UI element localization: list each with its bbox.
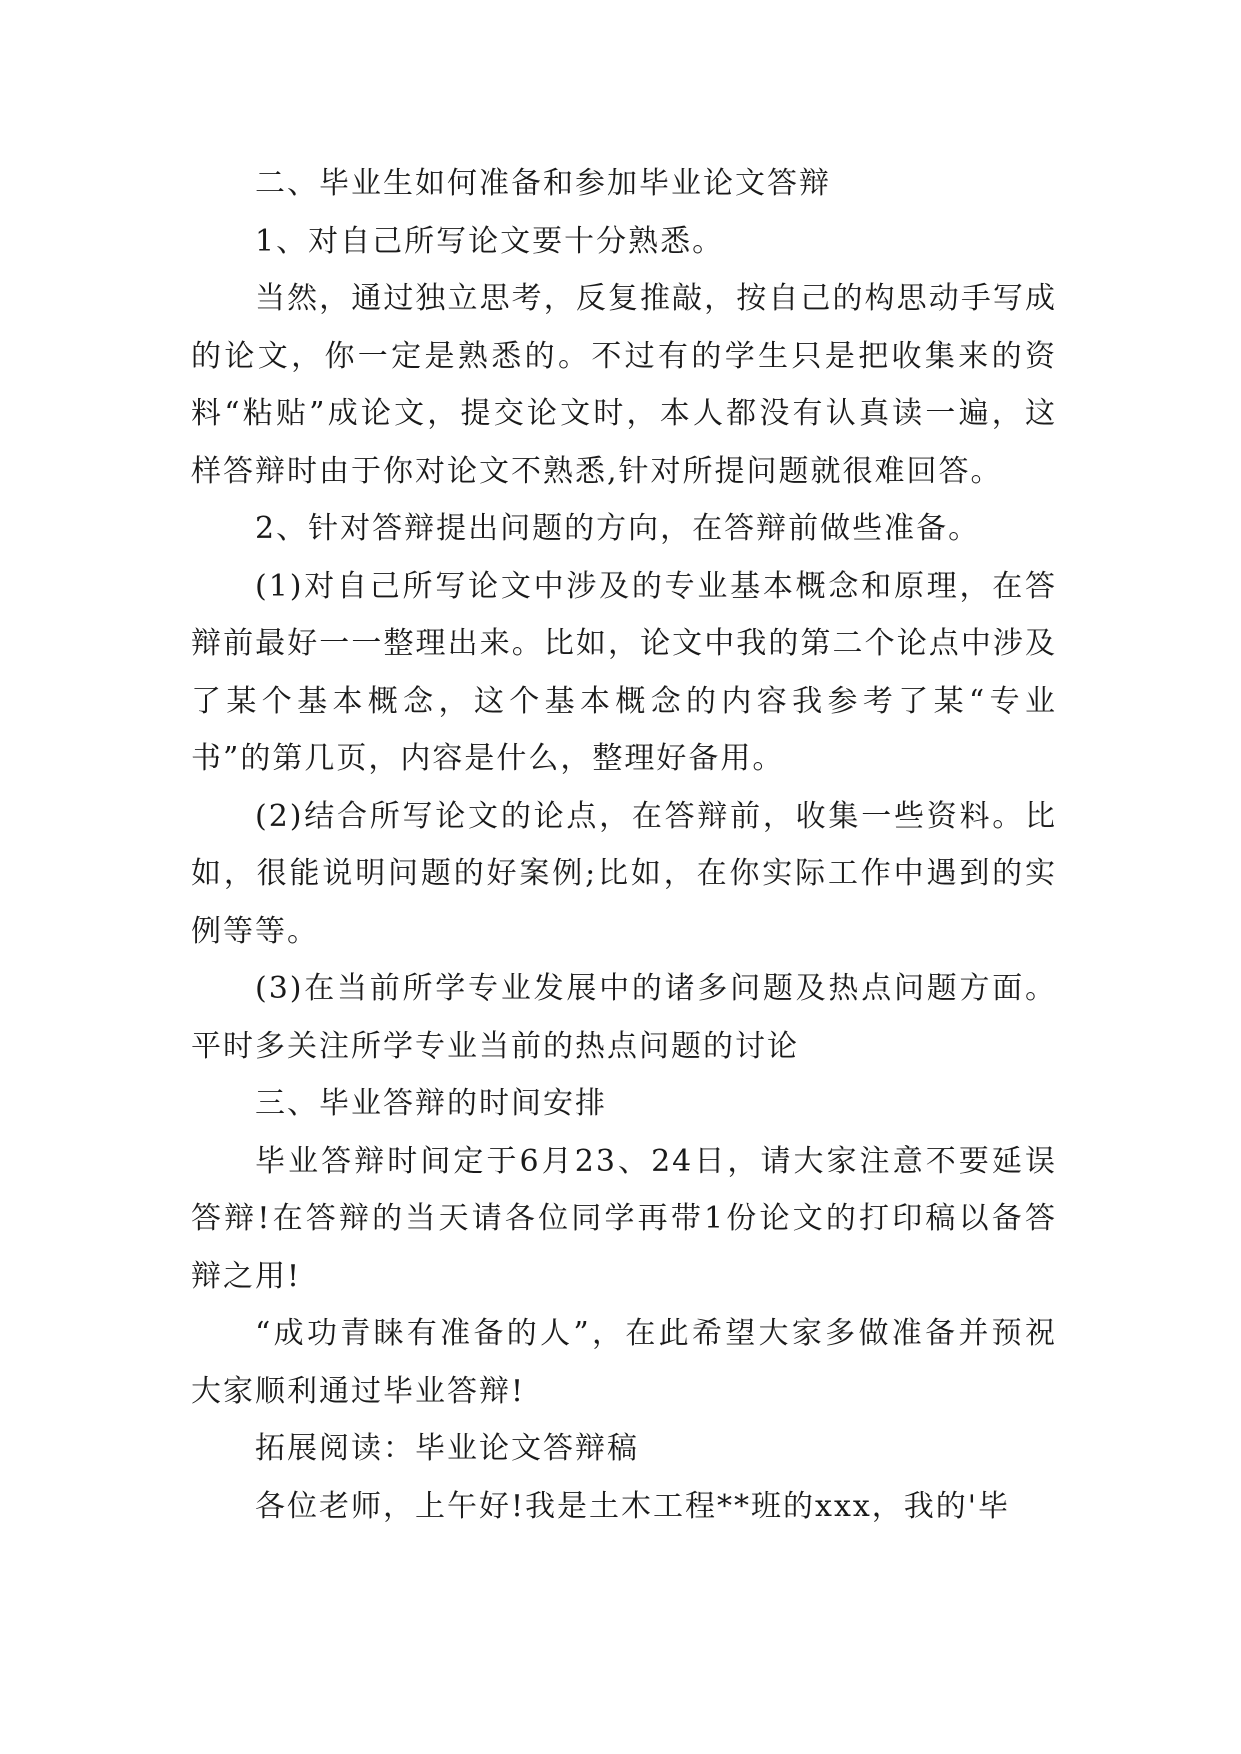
section-heading-preparation: 二、毕业生如何准备和参加毕业论文答辩 (255, 166, 831, 201)
paragraph-wishes: “成功青睐有准备的人”，在此希望大家多做准备并预祝大家顺利通过毕业答辩! (191, 1316, 1057, 1409)
point-1-heading: 1、对自己所写论文要十分熟悉。 (255, 223, 725, 259)
paragraph-speech-start: 各位老师，上午好!我是土木工程**班的xxx，我的'毕 (255, 1488, 1011, 1524)
sub-point-3: (3)在当前所学专业发展中的诸多问题及热点问题方面。平时多关注所学专业当前的热点问题的讨论 (191, 971, 1057, 1064)
document-body (191, 155, 1057, 1535)
extended-reading-heading: 拓展阅读：毕业论文答辩稿 (255, 1431, 639, 1466)
point-2-heading: 2、针对答辩提出问题的方向，在答辩前做些准备。 (255, 511, 981, 546)
section-heading-schedule: 三、毕业答辩的时间安排 (255, 1086, 607, 1121)
sub-point-2: (2)结合所写论文的论点，在答辩前，收集一些资料。比如，很能说明问题的好案例;比如，在你实际工作中遇到的实例等等。 (191, 798, 1057, 949)
paragraph-familiarity: 当然，通过独立思考，反复推敲，按自己的构思动手写成的论文，你一定是熟悉的。不过有的学生只是把收集来的资料“粘贴”成论文，提交论文时，本人都没有认真读一遍，这样答辩时由于你对论文不熟悉,针对所提问题就很难回答。 (191, 281, 1057, 489)
sub-point-1: (1)对自己所写论文中涉及的专业基本概念和原理，在答辩前最好一一整理出来。比如，论文中我的第二个论点中涉及了某个基本概念，这个基本概念的内容我参考了某“专业书”的第几页，内容是什么，整理好备用。 (191, 568, 1057, 776)
paragraph-schedule: 毕业答辩时间定于6月23、24日，请大家注意不要延误答辩!在答辩的当天请各位同学再带1份论文的打印稿以备答辩之用! (191, 1143, 1057, 1294)
